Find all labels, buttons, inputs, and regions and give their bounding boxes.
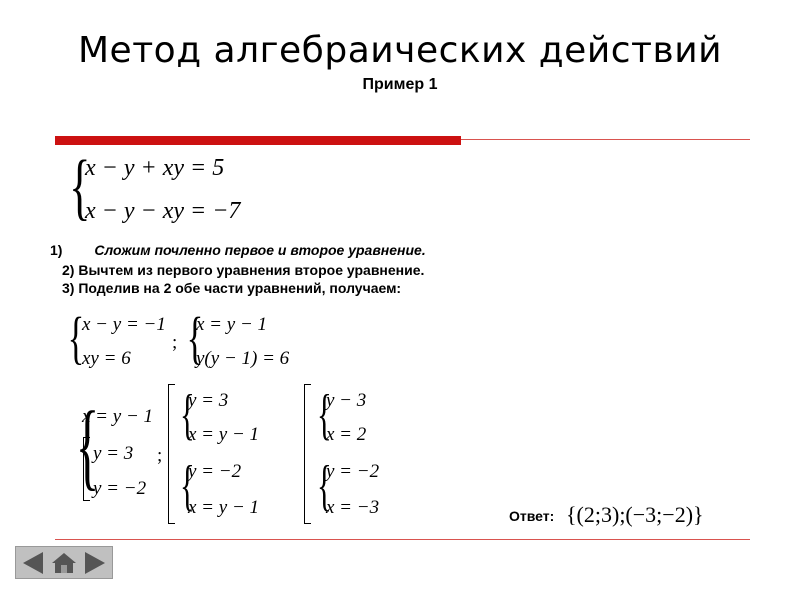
system4-eq3: y = −2 — [93, 478, 147, 499]
system6-brace-b: { — [317, 455, 332, 517]
system6-a1: y − 3 — [326, 390, 367, 411]
system3-eq1: x = y − 1 — [196, 314, 268, 335]
system5-a2: x = y − 1 — [188, 424, 260, 445]
bottom-divider — [55, 539, 750, 540]
system6-brace-a: { — [317, 384, 332, 446]
system4-eq2: y = 3 — [93, 443, 134, 464]
red-divider — [55, 136, 461, 145]
system3-eq2: y(y − 1) = 6 — [196, 348, 290, 369]
system6-b2: x = −3 — [326, 497, 380, 518]
home-icon — [51, 551, 77, 575]
step-1 — [50, 242, 426, 258]
system5-b1: y = −2 — [188, 461, 242, 482]
step-3: 3) Поделив на 2 обе части уравнений, получаем: — [62, 280, 402, 296]
answer-value: {(2;3);(−3;−2)} — [566, 502, 704, 527]
system2-separator: ; — [172, 332, 178, 353]
system5-a1: y = 3 — [188, 390, 229, 411]
system5-brace-b: { — [180, 455, 195, 517]
system4-brace: { — [75, 392, 100, 500]
system1-eq1: x − y + xy = 5 — [85, 155, 225, 181]
slide-title: Метод алгебраических действий — [78, 30, 722, 71]
system5-brace-a: { — [180, 384, 195, 446]
system1-brace: { — [69, 146, 91, 228]
system4-bracket — [83, 437, 90, 501]
system4-eq1: x = y − 1 — [82, 406, 154, 427]
thin-divider — [461, 139, 750, 140]
system6-b1: y = −2 — [326, 461, 380, 482]
system5-bracket — [168, 384, 175, 524]
system6-bracket — [304, 384, 311, 524]
system6-a2: x = 2 — [326, 424, 367, 445]
system1-eq2: x − y − xy = −7 — [85, 198, 241, 224]
system2-brace: { — [67, 305, 85, 370]
prev-slide-button[interactable] — [19, 550, 47, 575]
slide-navigation — [15, 546, 113, 579]
step-1-text: Сложим почленно первое и второе уравнение. — [94, 242, 426, 258]
answer-label: Ответ: — [509, 508, 555, 524]
home-button[interactable] — [50, 550, 78, 575]
system5-b2: x = y − 1 — [188, 497, 260, 518]
arrow-right-icon — [85, 552, 105, 574]
step-2: 2) Вычтем из первого уравнения второе уравнение. — [62, 262, 425, 278]
step-1-num: 1) — [50, 242, 63, 258]
system4-separator: ; — [157, 445, 163, 466]
arrow-left-icon — [23, 552, 43, 574]
system2-eq1: x − y = −1 — [82, 314, 166, 335]
system3-brace: { — [186, 305, 204, 370]
slide-subtitle: Пример 1 — [362, 76, 438, 93]
next-slide-button[interactable] — [81, 550, 109, 575]
system2-eq2: xy = 6 — [82, 348, 131, 369]
